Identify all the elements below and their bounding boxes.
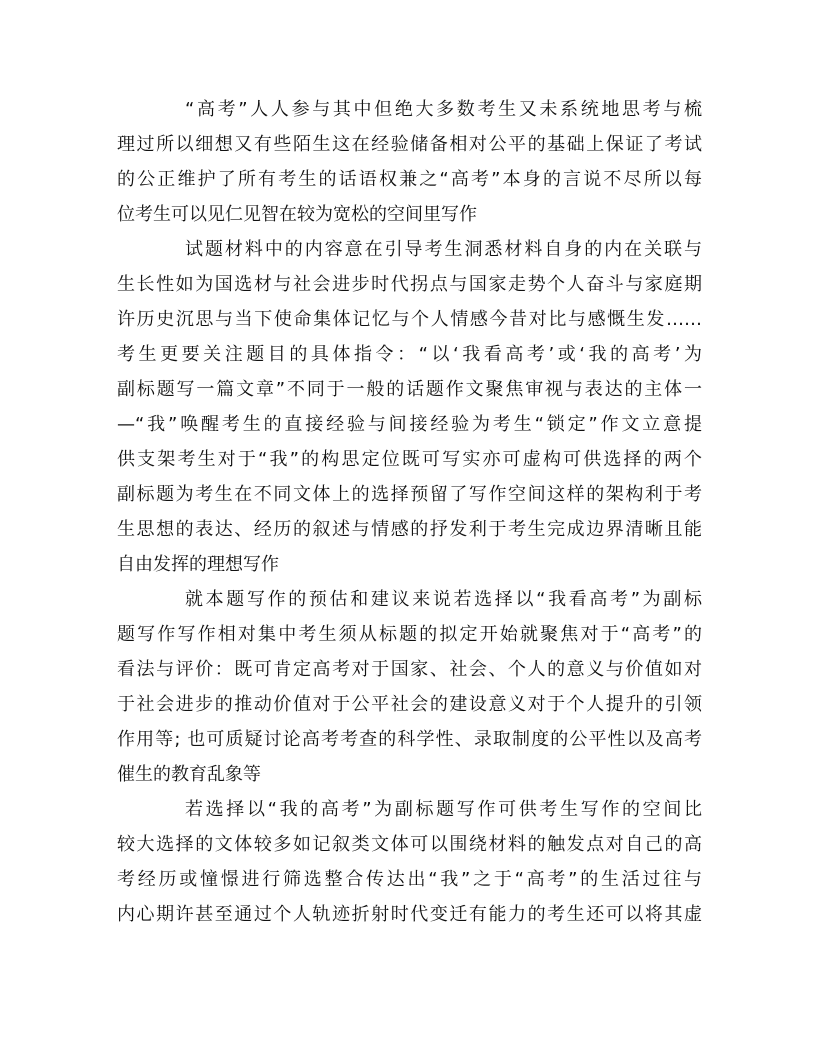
text-line: —“我”唤醒考生的直接经验与间接经验为考生“锁定”作文立意提	[117, 414, 702, 435]
paragraph-4	[117, 792, 702, 932]
document-body	[117, 92, 702, 932]
text-line: 许历史沉思与当下使命集体记忆与个人情感今昔对比与感慨生发……	[117, 309, 702, 330]
text-line: 就本题写作的预估和建议来说若选择以“我看高考”为副标	[185, 589, 702, 610]
text-line: 副标题写一篇文章”不同于一般的话题作文聚焦审视与表达的主体一	[117, 379, 702, 400]
text-line: 内心期许甚至通过个人轨迹折射时代变迁有能力的考生还可以将其虚	[117, 904, 702, 925]
text-line: 看法与评价：既可肯定高考对于国家、社会、个人的意义与价值如对	[117, 659, 702, 680]
text-line: 较大选择的文体较多如记叙类文体可以围绕材料的触发点对自己的高	[117, 834, 702, 855]
text-line: “高考”人人参与其中但绝大多数考生又未系统地思考与梳	[185, 99, 702, 120]
text-line: 生长性如为国选材与社会进步时代拐点与国家走势个人奋斗与家庭期	[117, 274, 702, 295]
text-line: 理过所以细想又有些陌生这在经验储备相对公平的基础上保证了考试	[117, 134, 702, 155]
paragraph-3	[117, 582, 702, 792]
text-line: 位考生可以见仁见智在较为宽松的空间里写作	[117, 204, 477, 225]
paragraph-1	[117, 92, 702, 232]
text-line: 于社会进步的推动价值对于公平社会的建设意义对于个人提升的引领	[117, 694, 702, 715]
text-line: 催生的教育乱象等	[117, 764, 261, 785]
text-line: 题写作写作相对集中考生须从标题的拟定开始就聚焦对于“高考”的	[117, 624, 702, 645]
text-line: 考生更要关注题目的具体指令：“以‘我看高考’或‘我的高考’为	[117, 344, 702, 365]
text-line: 的公正维护了所有考生的话语权兼之“高考”本身的言说不尽所以每	[117, 169, 702, 190]
text-line: 生思想的表达、经历的叙述与情感的抒发利于考生完成边界清晰且能	[117, 519, 702, 540]
text-line: 考经历或憧憬进行筛选整合传达出“我”之于“高考”的生活过往与	[117, 869, 702, 890]
text-line: 作用等; 也可质疑讨论高考考查的科学性、录取制度的公平性以及高考	[117, 729, 702, 750]
text-line: 副标题为考生在不同文体上的选择预留了写作空间这样的架构利于考	[117, 484, 702, 505]
paragraph-2	[117, 232, 702, 582]
text-line: 若选择以“我的高考”为副标题写作可供考生写作的空间比	[185, 799, 702, 820]
text-line: 试题材料中的内容意在引导考生洞悉材料自身的内在关联与	[185, 239, 702, 260]
text-line: 供支架考生对于“我”的构思定位既可写实亦可虚构可供选择的两个	[117, 449, 702, 470]
text-line: 自由发挥的理想写作	[117, 554, 279, 575]
